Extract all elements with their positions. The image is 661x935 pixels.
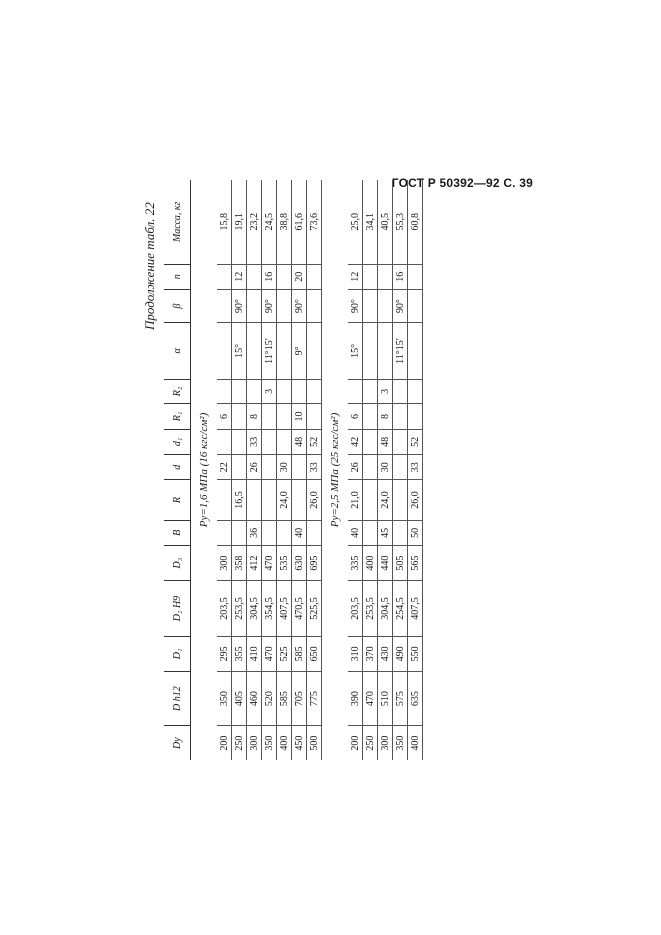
table-body [191,180,423,760]
table-cell: 370 [363,636,378,671]
table-cell: 630 [292,546,307,581]
table-cell [247,480,262,520]
table-cell: 45 [378,520,393,545]
table-cell [408,323,423,379]
table-cell: 520 [262,672,277,726]
table-cell: 350 [217,672,232,726]
table-cell [277,289,292,322]
table-cell: 40 [348,520,363,545]
table-cell [363,480,378,520]
table-cell [393,480,408,520]
table-cell: 440 [378,546,393,581]
table-cell: 15° [348,323,363,379]
table-cell: 21,0 [348,480,363,520]
table-cell [363,323,378,379]
column-header: Масса, кг [164,180,191,264]
table-cell: 26,0 [408,480,423,520]
table-cell: 55,3 [393,180,408,264]
table-cell: 350 [393,726,408,760]
table-cell [307,520,322,545]
table-cell [217,289,232,322]
column-header: D h12 [164,672,191,726]
column-header: d [164,455,191,480]
section-title: Pу=1,6 МПа (16 кгс/см²) [198,412,210,528]
table-cell: 60,8 [408,180,423,264]
table-cell: 34,1 [363,180,378,264]
table-cell: 25,0 [348,180,363,264]
table-cell: 470,5 [292,581,307,637]
table-cell [363,455,378,480]
table-cell: 310 [348,636,363,671]
table-cell: 300 [378,726,393,760]
table-cell [217,379,232,404]
table-cell [307,289,322,322]
section-title-row [191,180,218,760]
table-cell: 304,5 [247,581,262,637]
table-cell: 40,5 [378,180,393,264]
table-cell [363,520,378,545]
table-cell: 42 [348,429,363,454]
table-cell: 500 [307,726,322,760]
table-cell [232,520,247,545]
table-cell [363,264,378,289]
table-cell: 36 [247,520,262,545]
table-cell: 358 [232,546,247,581]
table-cell: 30 [277,455,292,480]
table-cell: 52 [408,429,423,454]
table-cell: 525,5 [307,581,322,637]
table-row [378,180,393,760]
table-cell: 695 [307,546,322,581]
table-cell [307,264,322,289]
table-cell: 525 [277,636,292,671]
column-header: α [164,323,191,379]
table-cell [247,264,262,289]
table-cell [277,379,292,404]
table-cell: 10 [292,404,307,429]
table-cell: 203,5 [217,581,232,637]
column-header: Dу [164,726,191,760]
table-cell: 90° [262,289,277,322]
table-cell: 350 [262,726,277,760]
column-header: D₂ H9 [164,581,191,637]
table-cell: 48 [378,429,393,454]
table-row [247,180,262,760]
table-cell: 24,0 [277,480,292,520]
table-cell [277,520,292,545]
table-cell [393,404,408,429]
table-cell [277,404,292,429]
table-cell [408,404,423,429]
table-cell: 775 [307,672,322,726]
table-cell [393,520,408,545]
column-header: R₂ [164,379,191,404]
table-cell: 295 [217,636,232,671]
table-cell [408,264,423,289]
table-cell [262,404,277,429]
table-cell: 250 [363,726,378,760]
section-title-row [322,180,349,760]
table-cell: 407,5 [277,581,292,637]
table-cell [307,323,322,379]
table-cell [292,455,307,480]
table-cell: 16,5 [232,480,247,520]
table-cell [393,429,408,454]
table-cell: 300 [217,546,232,581]
table-row [348,180,363,760]
table-cell: 400 [363,546,378,581]
table-cell: 30 [378,455,393,480]
column-header: D₃ [164,546,191,581]
column-header: n [164,264,191,289]
table-cell: 412 [247,546,262,581]
table-cell: 510 [378,672,393,726]
table-cell [363,429,378,454]
table-cell: 200 [348,726,363,760]
table-cell [378,264,393,289]
table-cell [277,429,292,454]
table-cell [217,323,232,379]
table-cell: 9° [292,323,307,379]
table-cell: 6 [348,404,363,429]
table-cell: 26 [247,455,262,480]
table-cell: 200 [217,726,232,760]
continuation-caption: Продолжение табл. 22 [142,202,157,330]
table-cell: 575 [393,672,408,726]
table-cell: 73,6 [307,180,322,264]
table-cell: 400 [408,726,423,760]
table-cell: 90° [292,289,307,322]
table-cell [232,455,247,480]
table-cell: 11°15′ [393,323,408,379]
table-cell: 90° [393,289,408,322]
table-cell: 490 [393,636,408,671]
table-cell: 3 [262,379,277,404]
table-cell: 354,5 [262,581,277,637]
table-cell: 635 [408,672,423,726]
table-cell: 470 [262,546,277,581]
table-cell: 3 [378,379,393,404]
table-cell [378,289,393,322]
table-cell: 390 [348,672,363,726]
table-cell: 90° [232,289,247,322]
table-cell: 400 [277,726,292,760]
table-cell: 26,0 [307,480,322,520]
table-cell [292,480,307,520]
table-cell: 12 [348,264,363,289]
table-cell: 300 [247,726,262,760]
table-row [232,180,247,760]
table-cell [307,404,322,429]
table-cell [232,429,247,454]
table-cell [408,289,423,322]
table-cell: 19,1 [232,180,247,264]
column-header: R [164,480,191,520]
table-cell: 52 [307,429,322,454]
table-cell [262,480,277,520]
table-cell: 650 [307,636,322,671]
table-cell: 50 [408,520,423,545]
table-cell: 8 [247,404,262,429]
table-row [277,180,292,760]
table-cell [262,520,277,545]
table-cell [247,289,262,322]
table-cell: 405 [232,672,247,726]
table-cell: 15° [232,323,247,379]
table-cell [217,480,232,520]
table-cell: 33 [408,455,423,480]
page-header [0,0,661,190]
table-cell [363,379,378,404]
table-cell [408,379,423,404]
section-title: Pу=2,5 МПа (25 кгс/см²) [329,412,341,528]
table-cell [247,379,262,404]
table-cell: 90° [348,289,363,322]
table-cell: 253,5 [232,581,247,637]
table-cell: 407,5 [408,581,423,637]
dimensions-table [164,180,423,760]
table-cell: 48 [292,429,307,454]
column-header: R₁ [164,404,191,429]
table-row [292,180,307,760]
table-cell: 61,6 [292,180,307,264]
table-cell: 565 [408,546,423,581]
table-cell: 33 [247,429,262,454]
table-cell: 705 [292,672,307,726]
table-cell [247,323,262,379]
table-cell: 470 [363,672,378,726]
table-cell: 535 [277,546,292,581]
table-cell: 16 [262,264,277,289]
page-header-text: ГОСТ Р 50392—92 С. 39 [391,176,533,190]
table-cell [378,323,393,379]
table-cell: 8 [378,404,393,429]
table-cell [292,379,307,404]
table-cell: 26 [348,455,363,480]
table-cell: 24,0 [378,480,393,520]
table-row [408,180,423,760]
table-cell: 585 [292,636,307,671]
table-cell [217,520,232,545]
table-cell: 430 [378,636,393,671]
table-cell [277,323,292,379]
table-cell: 40 [292,520,307,545]
table-cell [277,264,292,289]
table-cell [393,455,408,480]
table-cell: 250 [232,726,247,760]
table-cell: 505 [393,546,408,581]
table-cell [363,289,378,322]
table-cell: 15,8 [217,180,232,264]
table-cell [262,429,277,454]
table-cell [262,455,277,480]
column-header: d₁ [164,429,191,454]
table-row [262,180,277,760]
table-cell: 23,2 [247,180,262,264]
table-row [393,180,408,760]
table-cell [217,429,232,454]
table-cell [393,379,408,404]
table-cell: 254,5 [393,581,408,637]
column-header: β [164,289,191,322]
table-cell: 450 [292,726,307,760]
table-cell: 38,8 [277,180,292,264]
table-cell: 11°15′ [262,323,277,379]
table-cell: 304,5 [378,581,393,637]
table-cell: 20 [292,264,307,289]
table-cell: 585 [277,672,292,726]
table-cell [217,264,232,289]
rotated-table-block [140,180,550,760]
table-cell: 335 [348,546,363,581]
table-cell [348,379,363,404]
table-cell: 460 [247,672,262,726]
table-cell: 355 [232,636,247,671]
table-cell [363,404,378,429]
table-cell: 12 [232,264,247,289]
table-cell: 6 [217,404,232,429]
table-cell: 16 [393,264,408,289]
table-cell [232,379,247,404]
table-cell: 24,5 [262,180,277,264]
table-cell: 410 [247,636,262,671]
table-header-row [164,180,191,760]
table-row [217,180,232,760]
column-header: B [164,520,191,545]
table-row [363,180,378,760]
table-cell: 22 [217,455,232,480]
table-cell: 550 [408,636,423,671]
table-cell [232,404,247,429]
table-cell: 470 [262,636,277,671]
table-cell: 33 [307,455,322,480]
table-cell [307,379,322,404]
table-row [307,180,322,760]
table-cell: 253,5 [363,581,378,637]
table-cell: 203,5 [348,581,363,637]
column-header: D₁ [164,636,191,671]
